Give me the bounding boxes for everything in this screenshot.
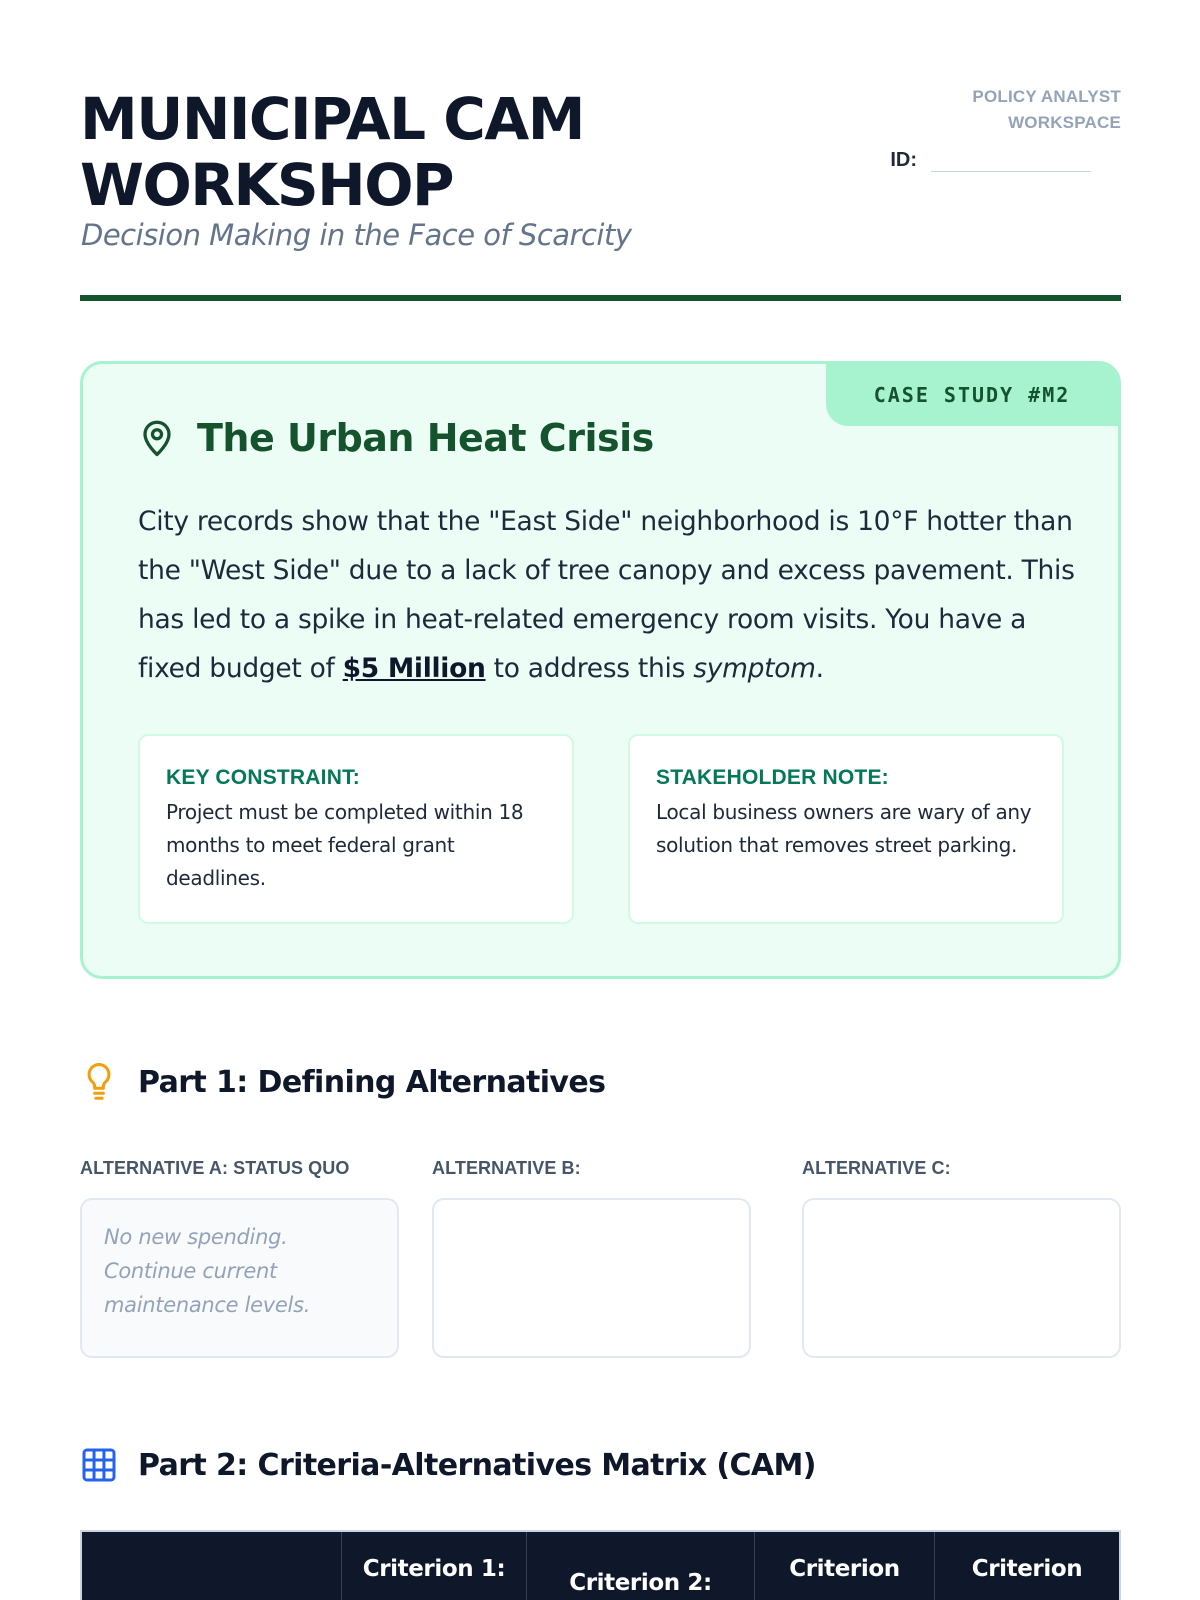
part1-heading <box>80 1062 605 1102</box>
page-subtitle: Decision Making in the Face of Scarcity <box>81 218 632 252</box>
alternative-label: ALTERNATIVE B: <box>432 1158 581 1178</box>
note-text: Project must be completed within 18 months to meet federal grant deadlines. <box>166 800 524 890</box>
stakeholder-note <box>628 734 1064 924</box>
alternative-b-input[interactable] <box>432 1198 751 1358</box>
case-description <box>138 497 1078 693</box>
matrix-col-label: Criterion <box>971 1556 1083 1582</box>
page-title: MUNICIPAL CAM WORKSHOP <box>80 85 584 219</box>
matrix-col-label: Criterion 1: <box>362 1556 506 1582</box>
workspace-label: POLICY ANALYST WORKSPACE <box>972 87 1121 132</box>
note-text: Local business owners are wary of any solution that removes street parking. <box>656 800 1032 857</box>
note-title: STAKEHOLDER NOTE: <box>656 766 889 789</box>
header-divider <box>80 295 1121 301</box>
cam-matrix-header <box>80 1530 1121 1600</box>
alternative-a-text: No new spending. Continue current maintenance levels. <box>104 1225 311 1317</box>
alternative-label: ALTERNATIVE A: STATUS QUO <box>80 1158 350 1178</box>
worksheet-page <box>80 0 1121 1600</box>
id-row <box>890 148 1091 172</box>
case-title: The Urban Heat Crisis <box>197 416 654 460</box>
part2-heading <box>80 1445 816 1485</box>
case-heading <box>139 416 654 460</box>
id-label: ID: <box>890 149 917 171</box>
part2-title: Part 2: Criteria-Alternatives Matrix (CAM) <box>138 1447 816 1483</box>
matrix-col-label: Criterion <box>789 1556 900 1582</box>
id-field[interactable] <box>931 148 1091 172</box>
matrix-col-blank <box>82 1532 341 1600</box>
matrix-col-label: Criterion 2: <box>569 1570 712 1596</box>
matrix-col-criterion-4 <box>934 1532 1119 1600</box>
case-study-tag: CASE STUDY #M2 <box>826 364 1118 426</box>
alternative-b <box>432 1158 751 1358</box>
matrix-col-criterion-1 <box>341 1532 526 1600</box>
budget-amount: $5 Million <box>342 653 486 684</box>
case-text-1: City records show that the "East Side" neighborhood is 10°F hotter than the "West Side" due to a lack of tree canopy and excess pavement. This has led to a spike in heat-related emergency room visits. You have a fixed budget of <box>138 506 1075 684</box>
grid-icon <box>80 1445 118 1485</box>
page-header <box>80 86 1121 306</box>
matrix-col-criterion-3 <box>754 1532 934 1600</box>
alternative-c <box>802 1158 1121 1358</box>
key-constraint-note <box>138 734 574 924</box>
alternative-a-box <box>80 1198 399 1358</box>
note-title: KEY CONSTRAINT: <box>166 766 360 789</box>
case-emphasis: symptom <box>693 653 816 684</box>
map-pin-icon <box>139 418 175 458</box>
alternative-a <box>80 1158 399 1358</box>
alternative-label: ALTERNATIVE C: <box>802 1158 951 1178</box>
case-study-card <box>80 361 1121 979</box>
alternative-c-input[interactable] <box>802 1198 1121 1358</box>
matrix-col-criterion-2 <box>526 1532 754 1600</box>
part1-title: Part 1: Defining Alternatives <box>138 1064 606 1100</box>
case-text-2: to address this <box>485 653 694 684</box>
case-text-3: . <box>815 653 824 684</box>
lightbulb-icon <box>80 1062 118 1102</box>
alternatives-row <box>80 1158 1121 1358</box>
